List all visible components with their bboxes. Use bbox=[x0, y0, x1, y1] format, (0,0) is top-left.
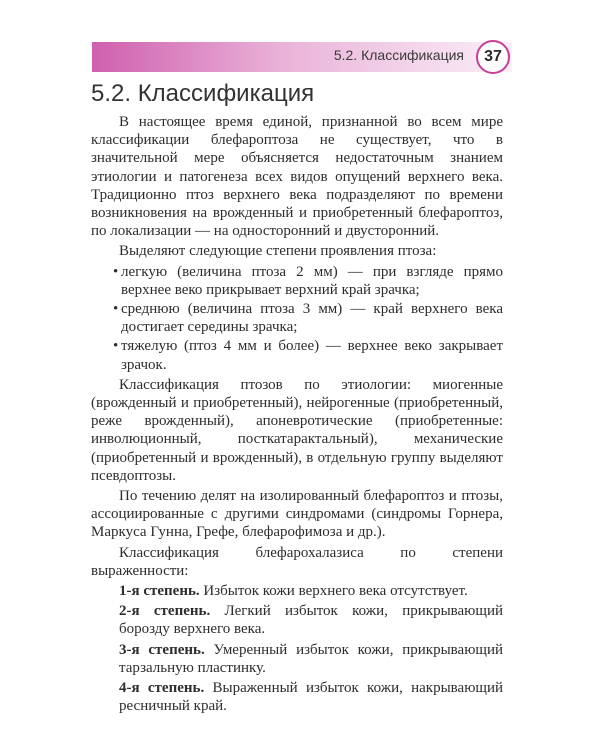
bullet-icon: • bbox=[113, 263, 119, 280]
page-number: 37 bbox=[484, 48, 502, 65]
grade-item bbox=[91, 641, 503, 677]
paragraph-etiology: Классификация птозов по этиологии: миогенные (врожденный и приобретенный), нейрогенные (приобретенный, реже врожденный), апоневротические (приобретенные: инволюционный, посткатарактальный), механические (приобретенный и врожденный), в отдельную группу выделяют псевдоптозы. bbox=[91, 376, 503, 484]
bullet-icon: • bbox=[113, 338, 119, 355]
grade-item bbox=[91, 679, 503, 715]
grade-text: Выраженный избыток кожи, накрывающий ресничный край. bbox=[119, 680, 504, 715]
grade-text: Умеренный избыток кожи, прикрывающий тарзальную пластинку. bbox=[119, 641, 504, 676]
grade-label: 3-я степень. bbox=[119, 641, 205, 658]
paragraph-intro: В настоящее время единой, признанной во всем мире классификации блефароптоза не существует, что в значительной мере объясняется недостаточным знанием этиологии и патогенеза всех видов опущений верхнего века. Традиционно птоз верхнего века подразделяют по времени возникновения на врожденный и приобретенный блефароптоз, по локализации — на односторонний и двусторонний. bbox=[91, 114, 503, 240]
paragraph-course: По течению делят на изолированный блефароптоз и птозы, ассоциированные с другими синдромами (синдромы Горнера, Маркуса Гунна, Грефе, блефарофимоза и др.). bbox=[91, 488, 503, 541]
list-item bbox=[91, 263, 503, 299]
running-head: 5.2. Классификация bbox=[333, 47, 464, 63]
list-item-text: среднюю (величина птоза 3 мм) — край верхнего века достигает середины зрачка; bbox=[121, 301, 503, 336]
bullet-icon: • bbox=[113, 301, 119, 318]
paragraph-ptosis-degrees: Выделяют следующие степени проявления птоза: bbox=[119, 243, 437, 260]
list-item-text: легкую (величина птоза 2 мм) — при взгляде прямо верхнее веко прикрывает верхний край зрачка; bbox=[121, 263, 503, 298]
grade-label: 4-я степень. bbox=[119, 680, 205, 697]
grade-label: 1-я степень. bbox=[119, 583, 200, 600]
list-item bbox=[91, 300, 503, 336]
grade-text: Легкий избыток кожи, прикрывающий борозду верхнего века. bbox=[119, 603, 503, 638]
grade-item bbox=[91, 582, 503, 600]
grade-item bbox=[91, 602, 503, 638]
paragraph-blepharochalasis: Классификация блефарохалазиса по степени выраженности: bbox=[91, 544, 503, 579]
grade-label: 2-я степень. bbox=[119, 603, 211, 620]
body-text bbox=[91, 113, 503, 718]
grade-text: Избыток кожи верхнего века отсутствует. bbox=[203, 583, 468, 600]
list-item-text: тяжелую (птоз 4 мм и более) — верхнее веко закрывает зрачок. bbox=[121, 338, 503, 373]
section-title: 5.2. Классификация bbox=[91, 80, 315, 107]
ptosis-degree-list bbox=[91, 263, 503, 374]
list-item bbox=[91, 337, 503, 373]
